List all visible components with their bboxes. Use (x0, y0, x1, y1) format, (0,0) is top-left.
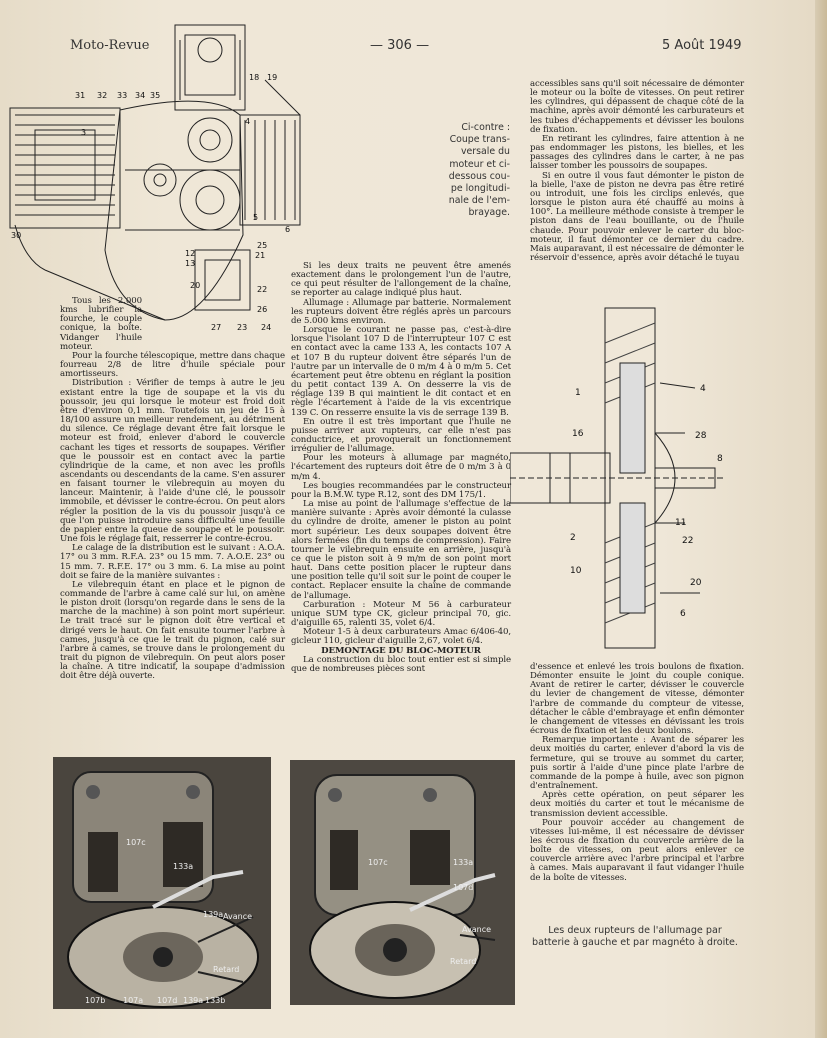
engine-cross-section-figure (5, 20, 305, 335)
label-20: 20 (690, 578, 702, 588)
label-32: 32 (97, 91, 108, 100)
label-18: 18 (249, 73, 260, 82)
label-23: 23 (237, 323, 248, 332)
paragraph: Remarque importante : Avant de séparer les deux moitiés du carter, enlever d'abord la vis de fermeture, qui se trouve au sommet du carter, puis sortir à l'aide d'une pince plate l'arbre de commande de la pompe à huile, avec son pignon d'entraînement. (530, 735, 744, 792)
label-30: 30 (11, 231, 22, 240)
label-26: 26 (257, 305, 268, 314)
section-heading: DEMONTAGE DU BLOC-MOTEUR (321, 645, 481, 656)
photo-label: 107c (126, 838, 146, 847)
label-6: 6 (680, 609, 686, 619)
paragraph: Pour la fourche télescopique, mettre dans chaque fourreau 2/8 de litre d'huile spéciale pour amortisseurs. (60, 350, 285, 380)
paragraph: En retirant les cylindres, faire attention à ne pas endommager les pistons, les bielles, et les passages des cylindres dans le carter, à ne pas laisser tomber les poussoirs de soupapes. (530, 133, 744, 172)
coupe-caption-line: Coupe trans- (449, 134, 510, 146)
paragraph: Tous les 2.000 kms lubrifier la fourche, le couple conique, la boîte. Vidanger l'huile moteur. (60, 296, 142, 352)
photo-label: 107c (368, 858, 388, 867)
magazine-title: Moto-Revue (70, 38, 150, 53)
photo-label: 133a (453, 858, 474, 867)
coupe-caption-line: brayage. (468, 207, 510, 219)
label-10: 10 (570, 566, 582, 576)
paragraph: Pour les moteurs à allumage par magnéto, l'écartement des rupteurs doit être de 0 m/m 3 à 0 m/m 4. (291, 453, 511, 482)
paragraph: Pour pouvoir accéder au changement de vitesses lui-même, il est nécessaire de dévisser les écrous de fixation du couvercle arrière de la boîte de vitesses, on peut alors enlever ce couvercle arrière avec l'arbre principal et l'arbre à cames. Mais auparavant il faut vidanger l'huile de la boîte de vitesses. (530, 817, 744, 883)
paragraph: Allumage : Allumage par batterie. Normalement les rupteurs doivent être réglés après un parcours de 5.000 kms environ. (291, 297, 511, 326)
label-20: 20 (190, 281, 201, 290)
photo-label: 107b (85, 996, 106, 1005)
paragraph: d'essence et enlevé les trois boulons de fixation. Démonter ensuite le joint du couple conique. Avant de retirer le carter, dévisser le couvercle du levier de changement de vitesse, démonter l'arbre de commande du compteur de vitesse, détacher le câble d'embrayage et enfin démonter le changement de vitesses en dévissant les trois écrous de fixation et les deux boulons. (530, 662, 744, 737)
label-13: 13 (185, 259, 196, 268)
label-3: 3 (81, 128, 87, 137)
paragraph: La mise au point de l'allumage s'effectue de la manière suivante : Après avoir démonté la culasse du cylindre de droite, amener le piston au point mort supérieur. Les deux soupapes doivent être alors fermées (fin du temps de compression). Faire tourner le vilebrequin ensuite en arrière, jusqu'à ce que le piston soit à 9 m/m de son point mort haut. Dans cette position placer le rupteur dans une position telle qu'il soit sur le point de couper le contact. Replacer ensuite la chaîne de commande de l'allumage. (291, 499, 511, 601)
paragraph: Moteur 1-5 à deux carburateurs Amac 6/406-40, gicleur 110, gicleur d'aiguille 2,67, volet 6/4. (291, 627, 511, 647)
column-1 (60, 297, 285, 682)
label-5: 5 (253, 213, 259, 222)
label-34: 34 (135, 91, 146, 100)
label-2: 2 (570, 533, 576, 543)
coupe-caption-line: moteur et ci- (449, 158, 510, 170)
coupe-caption-line: pe longitudi- (450, 183, 510, 195)
label-4: 4 (700, 384, 706, 394)
paragraph: Carburation : Moteur M 56 à carburateur unique SUM type CK, gicleur principal 70, gic. d'aiguille 65, ralenti 35, volet 6/4. (291, 599, 511, 629)
page-number: — 306 — (370, 38, 430, 53)
photo-label: 139a (203, 910, 224, 919)
paragraph: En outre il est très important que l'huile ne puisse arriver aux rupteurs, car elle n'est pas conductrice, et provoquerait un fonctionnement irrégulier de l'allumage. (291, 416, 511, 455)
photo-label: 107d (157, 996, 178, 1005)
label-8: 8 (717, 454, 723, 464)
column-3-top (530, 80, 744, 263)
photo-label: Avance (223, 912, 253, 921)
label-6: 6 (285, 225, 291, 234)
clutch-longitudinal-figure (510, 303, 740, 655)
label-31: 31 (75, 91, 86, 100)
photo-label: 139a (183, 996, 204, 1005)
label-28: 28 (695, 431, 707, 441)
label-24: 24 (261, 323, 272, 332)
label-33: 33 (117, 91, 128, 100)
label-22: 22 (682, 536, 694, 546)
label-1: 1 (575, 388, 581, 398)
coupe-caption-line: dessous cou- (448, 170, 510, 182)
paragraph: accessibles sans qu'il soit nécessaire de démonter le moteur ou la boîte de vitesses. On peut retirer les cylindres, qui dépassent de chaque côté de la machine, après avoir démonté les carburateurs et les tubes d'échappements et dévisser les boulons de fixation. (530, 79, 744, 135)
coupe-caption (438, 122, 510, 220)
photo-label: 107d (453, 883, 474, 892)
paragraph: La construction du bloc tout entier est si simple que de nombreuses pièces sont (291, 654, 511, 674)
column-3-bottom (530, 663, 744, 883)
paragraph: Si en outre il vous faut démonter le piston de la bielle, l'axe de piston ne devra pas être retiré ou introduit, une fois les circlips enlevés, que lorsque le piston aura été chauffé au moins à 100°. La meilleure méthode consiste à tremper le piston dans de l'eau bouillante, ou de l'huile chaude. Pour pouvoir enlever le carter du bloc-moteur, il faut démonter ce dernier du cadre. Mais auparavant, il est nécessaire de démonter le réservoir d'essence, après avoir détaché le tuyau (530, 170, 744, 263)
photo-label: Retard (213, 965, 240, 974)
photo-label: Retard (450, 957, 477, 966)
label-11: 11 (675, 518, 687, 528)
label-21: 21 (255, 251, 266, 260)
rupteurs-caption: Les deux rupteurs de l'allumage par batterie à gauche et par magnéto à droite. (532, 925, 738, 949)
coupe-caption-line: Ci-contre : (461, 122, 510, 133)
label-16: 16 (572, 429, 584, 439)
breaker-magneto-photo (290, 760, 515, 1005)
label-22: 22 (257, 285, 268, 294)
issue-date: 5 Août 1949 (662, 38, 742, 53)
column-2 (291, 262, 511, 674)
page-edge (815, 0, 827, 1038)
paragraph: Après cette opération, on peut séparer les deux moitiés du carter et tout le mécanisme de transmission devient accessible. (530, 790, 744, 819)
paragraph: Le vilebrequin étant en place et le pignon de commande de l'arbre à came calé sur lui, on amène le piston droit (lorsqu'on regarde dans le sens de la marche de la machine) à son point mort supérieur. Le trait tracé sur le pignon doit être vertical et dirigé vers le haut. On fait ensuite tourner l'arbre à cames, jusqu'à ce que le trait du pignon, calé sur l'arbre à cames, se trouve dans le prolongement du trait du pignon de vilebrequin. On peut alors poser la chaîne. A titre indicatif, la soupape d'admission doit être déjà ouverte. (60, 579, 285, 682)
paragraph: Lorsque le courant ne passe pas, c'est-à-dire lorsque l'isolant 107 D de l'interrupteur 107 C est en contact avec la came 133 A, les contacts 107 A et 107 B du rupteur doivent être séparés l'un de l'autre par un intervalle de 0 m/m 4 à 0 m/m 5. Cet écartement peut être obtenu en réglant la position du petit contact 139 A. On desserre la vis de réglage 139 B qui maintient le dit contact et en règle l'écartement à l'aide de la vis excentrique 139 C. On resserre ensuite la vis de serrage 139 B. (291, 325, 511, 418)
photo-label: Avance (462, 925, 492, 934)
photo-label: 107a (123, 996, 144, 1005)
paragraph: Distribution : Vérifier de temps à autre le jeu existant entre la tige de soupape et la vis du poussoir, jeu qui lorsque le moteur est froid doit être d'environ 0,1 mm. Toutefois un jeu de 15 à 18/100 assure un meilleur rendement, au détriment du silence. Ce réglage devant être fait lorsque le moteur est froid, enlever d'abord le couvercle cachant les tiges et ressorts de soupapes. Vérifier que le poussoir est en contact avec la partie cylindrique de la came, et non avec les profils ascendants ou descendants de la came. S'en assurer en faisant tourner le vilebrequin au moyen du lanceur. Maintenir, à l'aide d'une clé, le poussoir immobile, et dévisser le contre-écrou. On peut alors régler la position de la vis du poussoir jusqu'à ce que l'on puisse introduire sans difficulté une feuille de papier entre la queue de soupape et le poussoir. Une fois le réglage fait, resserrer le contre-écrou. (60, 378, 285, 545)
label-25: 25 (257, 241, 268, 250)
coupe-caption-line: versale du (460, 146, 510, 158)
label-12: 12 (185, 249, 196, 258)
paragraph: Si les deux traits ne peuvent être amenés exactement dans le prolongement l'un de l'autre, ce qui peut résulter de l'allongement de la chaîne, se reporter au calage indiqué plus haut. (291, 261, 511, 299)
label-35: 35 (150, 91, 161, 100)
coupe-caption-line: nale de l'em- (448, 195, 510, 207)
breaker-battery-photo (53, 757, 271, 1009)
label-27: 27 (211, 323, 222, 332)
paragraph: Les bougies recommandées par le constructeur pour la B.M.W. type R.12, sont des DM 175/1. (291, 480, 511, 500)
paragraph: Le calage de la distribution est le suivant : A.O.A. 17° ou 3 mm. R.F.A. 23° ou 15 mm. 7. A.O.E. 23° ou 15 mm. 7. R.F.E. 17° ou 3 mm. 6. La mise au point doit se faire de la manière suivantes : (60, 543, 285, 581)
photo-label: 133a (173, 862, 194, 871)
label-19: 19 (267, 73, 278, 82)
photo-label: 133b (205, 996, 226, 1005)
label-4: 4 (245, 117, 251, 126)
